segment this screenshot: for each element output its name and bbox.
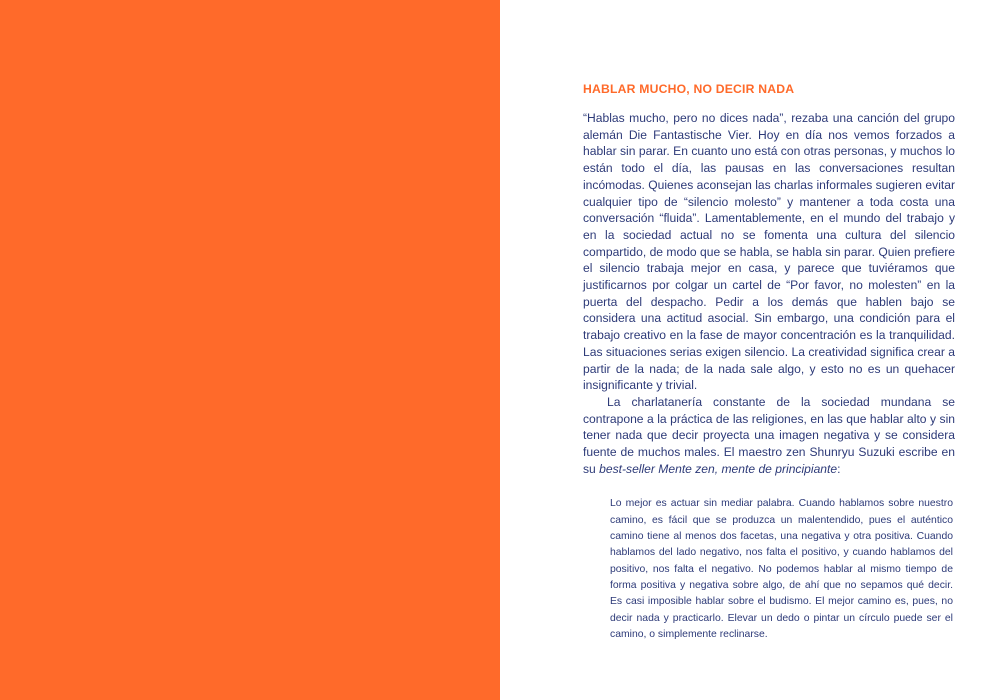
book-title-italic: best-seller Mente zen, mente de principiante: [599, 461, 838, 476]
right-page: [500, 0, 1000, 700]
paragraph-2-end: :: [837, 461, 841, 476]
paragraph-2-text: La charlatanería constante de la sociedad mundana se contrapone a la práctica de las religiones, en las que hablar alto y sin tener nada que decir proyecta una imagen negativa y se considera fuente de muchos males. El maestro zen Shunryu Suzuki escribe en su: [583, 394, 955, 476]
section-heading: HABLAR MUCHO, NO DECIR NADA: [583, 82, 795, 96]
body-paragraph-1: “Hablas mucho, pero no dices nada”, rezaba una canción del grupo alemán Die Fantastische Vier. Hoy en día nos vemos forzados a hablar sin parar. En cuanto uno está con otras personas, y muchos lo están todo el día, las pausas en las conversaciones resultan incómodas. Quienes aconsejan las charlas informales sugieren evitar cualquier tipo de “silencio molesto” y mantener a toda costa una conversación “fluida”. Lamentablemente, en el mundo del trabajo y en la sociedad actual no se fomenta una cultura del silencio compartido, de modo que se habla, se habla sin parar. Quien prefiere el silencio trabaja mejor en casa, y parece que tuviéramos que justificarnos por colgar un cartel de “Por favor, no molesten” en la puerta del despacho. Pedir a los demás que hablen bajo se considera una actitud asocial. Sin embargo, una condición para el trabajo creativo en la fase de mayor concentración es la tranquilidad. Las situaciones serias exigen silencio. La creatividad significa crear a partir de la nada; de la nada sale algo, y esto no es un quehacer insignificante y trivial.: [583, 111, 955, 393]
block-quote: Lo mejor es actuar sin mediar palabra. Cuando hablamos sobre nuestro camino, es fácil que se produzca un malentendido, pues el auténtico camino tiene al menos dos facetas, una negativa y otra positiva. Cuando hablamos del lado negativo, nos falta el positivo, y cuando hablamos del positivo, nos falta el negativo. No podemos hablar al mismo tiempo de forma positiva y negativa sobre algo, de ahí que no sepamos qué decir. Es casi imposible hablar sobre el budismo. El mejor camino es, pues, no decir nada y practicarlo. Elevar un dedo o pintar un círculo puede ser el camino, o simplemente reclinarse.: [610, 498, 953, 640]
text-block: [583, 82, 955, 643]
body-paragraph-2: [583, 394, 955, 478]
